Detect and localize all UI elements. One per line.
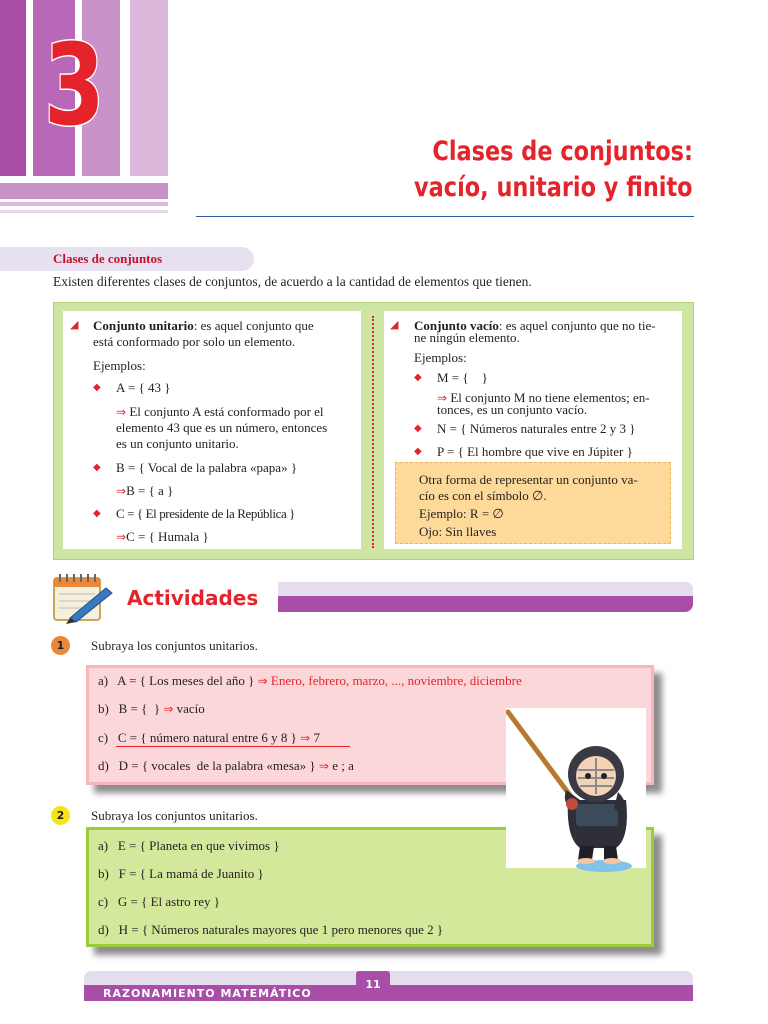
item-result: Enero, febrero, marzo, ..., noviembre, diciembre: [270, 673, 522, 688]
item-text: F = { La mamá de Juanito }: [118, 866, 264, 881]
note-line4: Ojo: Sin llaves: [419, 524, 497, 539]
unitario-ex1-exp-line3: es un conjunto unitario.: [116, 436, 239, 451]
vacio-ex1: M = { }: [437, 370, 488, 385]
unitario-ex2-result-row: [116, 483, 173, 499]
list-item: [98, 894, 220, 910]
header-line-2: [0, 202, 168, 206]
diamond-bullet-icon: ◆: [414, 423, 422, 434]
activity-2-number: 2: [51, 806, 70, 825]
item-letter: c): [98, 894, 109, 909]
item-text: E = { Planeta en que vivimos }: [117, 838, 280, 853]
item-letter: a): [98, 838, 109, 853]
page-number: 11: [365, 978, 381, 991]
unitario-definition: [93, 318, 353, 333]
column-separator: [372, 316, 374, 548]
note-line2: cío es con el símbolo ∅.: [419, 488, 547, 503]
vacio-examples-label: Ejemplos:: [414, 350, 467, 365]
diamond-bullet-icon: ◆: [414, 372, 422, 383]
implies-arrow-icon: ⇒: [437, 391, 448, 405]
footer-label: RAZONAMIENTO MATEMÁTICO: [103, 987, 312, 1000]
item-text: A = { Los meses del año }: [117, 673, 255, 688]
implies-arrow-icon: ⇒: [257, 674, 268, 688]
implies-arrow-icon: ⇒: [318, 759, 329, 773]
list-item: [98, 673, 522, 689]
list-item: [98, 866, 264, 882]
note-line1: Otra forma de representar un conjunto va-: [419, 472, 638, 487]
unitario-ex2-result: B = { a }: [126, 483, 174, 498]
unitario-ex1-exp-line2: elemento 43 que es un número, entonces: [116, 420, 328, 435]
unitario-term: Conjunto unitario: [93, 318, 194, 333]
unitario-ex3: C = { El presidente de la República }: [116, 506, 296, 521]
header-stripe-1: [0, 0, 26, 176]
diamond-bullet-icon: ◆: [93, 508, 101, 519]
item-text: H = { Números naturales mayores que 1 pero menores que 2 }: [118, 922, 444, 937]
section-label: Clases de conjuntos: [53, 251, 163, 266]
list-item: [98, 758, 354, 774]
underline-mark: [116, 746, 350, 747]
page-title-line2: vacío, unitario y finito: [414, 172, 693, 203]
implies-arrow-icon: ⇒: [300, 731, 311, 745]
pointer-bullet-icon: ◢: [390, 318, 399, 331]
unitario-ex2: B = { Vocal de la palabra «papa» }: [116, 460, 298, 475]
header-line-1: [0, 183, 168, 199]
unitario-ex3-result-row: [116, 529, 209, 545]
vacio-ex2: N = { Números naturales entre 2 y 3 }: [437, 421, 636, 436]
vacio-def-line1: : es aquel conjunto que no tie-: [498, 318, 656, 333]
item-letter: d): [98, 922, 109, 937]
item-letter: c): [98, 730, 109, 745]
pointer-bullet-icon: ◢: [70, 318, 79, 331]
item-result: vacío: [176, 701, 205, 716]
vacio-ex1-exp-line1: El conjunto M no tiene elementos; en-: [450, 390, 650, 405]
vacio-ex3: P = { El hombre que vive en Júpiter }: [437, 444, 633, 459]
list-item: [98, 701, 205, 717]
header-line-3: [0, 210, 168, 213]
notebook-pen-icon: [48, 566, 116, 626]
item-letter: b): [98, 701, 109, 716]
item-result: e ; a: [332, 758, 354, 773]
list-item: [98, 838, 280, 854]
diamond-bullet-icon: ◆: [93, 462, 101, 473]
unitario-ex3-result: C = { Humala }: [126, 529, 209, 544]
vacio-term: Conjunto vacío: [414, 318, 499, 333]
list-item: [98, 730, 320, 746]
header-stripe-4: [130, 0, 168, 176]
chapter-number: 3: [44, 21, 105, 151]
activities-bar: [278, 596, 693, 612]
unitario-ex1: A = { 43 }: [116, 380, 171, 395]
implies-arrow-icon: ⇒: [116, 405, 127, 419]
implies-arrow-icon: ⇒: [116, 484, 127, 498]
intro-text: Existen diferentes clases de conjuntos, de acuerdo a la cantidad de elementos que tienen.: [53, 274, 532, 289]
item-result: 7: [313, 730, 320, 745]
diamond-bullet-icon: ◆: [93, 382, 101, 393]
item-letter: a): [98, 673, 109, 688]
list-item: [98, 922, 443, 938]
page-title-line1: Clases de conjuntos:: [432, 136, 693, 167]
item-letter: b): [98, 866, 109, 881]
item-text: G = { El astro rey }: [117, 894, 220, 909]
vacio-ex1-exp-line2: tonces, es un conjunto vacío.: [437, 402, 588, 417]
activity-2-statement: Subraya los conjuntos unitarios.: [91, 808, 258, 823]
item-letter: d): [98, 758, 109, 773]
vacio-def-line2: ne ningún elemento.: [414, 330, 520, 345]
unitario-ex1-exp-line1: El conjunto A está conformado por el: [129, 404, 324, 419]
activity-1-number: 1: [51, 636, 70, 655]
note-line3: Ejemplo: R = ∅: [419, 506, 504, 521]
diamond-bullet-icon: ◆: [414, 446, 422, 457]
kendo-character-illustration: [506, 708, 646, 878]
item-text: D = { vocales de la palabra «mesa» }: [118, 758, 316, 773]
unitario-ex1-explanation: [116, 404, 324, 420]
unitario-def-line2: está conformado por solo un elemento.: [93, 334, 296, 349]
unitario-def-line1: : es aquel conjunto que: [193, 318, 314, 333]
activity-1-statement: Subraya los conjuntos unitarios.: [91, 638, 258, 653]
activities-bar-top: [278, 582, 693, 596]
activities-title: Actividades: [127, 586, 259, 610]
implies-arrow-icon: ⇒: [116, 530, 127, 544]
item-text: B = { }: [118, 701, 161, 716]
implies-arrow-icon: ⇒: [163, 702, 174, 716]
unitario-examples-label: Ejemplos:: [93, 358, 146, 373]
title-divider: [196, 216, 694, 217]
item-text: C = { número natural entre 6 y 8 }: [117, 730, 297, 745]
